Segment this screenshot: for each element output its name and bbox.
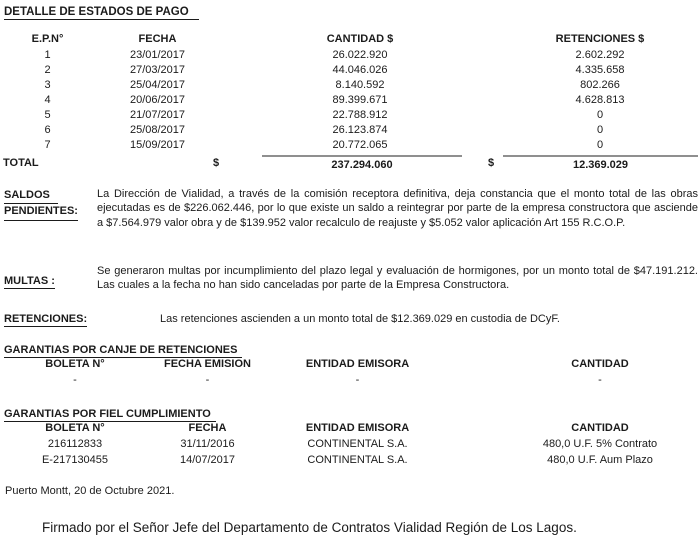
table-row [0,78,700,93]
garantias-fiel-row [0,454,700,466]
garantias-fiel-title: GARANTIAS POR FIEL CUMPLIMIENTO [4,408,216,422]
multas-label-text: MULTAS : [4,275,55,287]
column-header-epn: E.P.N° [31,33,64,45]
cell-fecha: 20/06/2017 [129,94,186,106]
retenciones-label [4,313,87,325]
total-retenciones: 12.369.029 [503,155,698,171]
column-header-entidad-emisora: ENTIDAD EMISORA [305,422,410,434]
saldos-label-line1: SALDOS [4,188,58,204]
cell-ep: 4 [44,94,51,106]
cell-ep: 2 [44,64,51,76]
cell-entidad: CONTINENTAL S.A. [307,438,408,450]
garantias-fiel-header [0,422,700,434]
column-header-fecha: FECHA [138,33,177,45]
cell-entidad: - [355,374,360,386]
total-cantidad: 237.294.060 [262,155,462,171]
currency-symbol: $ [213,157,220,169]
cell-retenciones: 4.628.813 [575,94,625,106]
column-header-cantidad: CANTIDAD [571,358,629,370]
column-header-retenciones: RETENCIONES $ [555,33,645,45]
cell-fecha: 27/03/2017 [129,64,186,76]
signature-line: Firmado por el Señor Jefe del Departamento de Contratos Vialidad Región de Los Lagos. [42,520,577,535]
cell-ep: 5 [44,109,51,121]
multas-text: Se generaron multas por incumplimiento del plazo legal y evaluación de hormigones, por un monto total de $47.191.212. Las cuales a la fecha no han sido canceladas por parte de la Empresa Constructora. [97,265,698,292]
cell-fecha: - [205,374,210,386]
cell-retenciones: 0 [596,139,604,151]
payments-table-body [0,48,700,153]
column-header-boleta: BOLETA N° [45,358,105,370]
multas-label [4,275,55,287]
garantias-fiel-row [0,438,700,450]
retenciones-text: Las retenciones ascienden a un monto total de $12.369.029 en custodia de DCyF. [160,313,560,325]
column-header-fecha: FECHA [188,422,227,434]
currency-symbol: $ [488,157,495,169]
cell-fecha: 25/08/2017 [129,124,186,136]
cell-cantidad: 44.046.026 [332,64,388,76]
saldos-pendientes-label [4,188,78,221]
cell-retenciones: 2.602.292 [575,49,625,61]
cell-fecha: 31/11/2016 [180,438,235,450]
cell-ep: 7 [44,139,51,151]
place-date-line: Puerto Montt, 20 de Octubre 2021. [5,485,175,497]
column-header-entidad-emisora: ENTIDAD EMISORA [305,358,410,370]
cell-cantidad: 8.140.592 [335,79,385,91]
total-label: TOTAL [3,157,39,169]
column-header-cantidad: CANTIDAD [571,422,629,434]
cell-ep: 6 [44,124,51,136]
cell-ep: 1 [44,49,51,61]
cell-retenciones: 4.335.658 [575,64,625,76]
cell-cantidad: 26.123.874 [332,124,388,136]
garantias-canje-title: GARANTIAS POR CANJE DE RETENCIONES [4,344,242,358]
table-row [0,108,700,123]
payments-total-row [0,154,700,172]
column-header-boleta: BOLETA N° [45,422,105,434]
table-row [0,123,700,138]
cell-cantidad: - [598,374,602,386]
cell-cantidad: 22.788.912 [332,109,388,121]
cell-boleta: E-217130455 [41,454,109,466]
cell-cantidad: 89.399.671 [332,94,388,106]
cell-fecha: 15/09/2017 [129,139,186,151]
retenciones-label-text: RETENCIONES: [4,313,88,325]
cell-boleta: 216112833 [47,438,103,450]
cell-retenciones: 0 [596,109,604,121]
cell-ep: 3 [44,79,51,91]
cell-boleta: - [73,374,77,386]
table-row [0,63,700,78]
payments-table-header [0,33,700,45]
garantias-canje-row [0,374,700,386]
garantias-canje-header [0,358,700,370]
saldos-pendientes-text: La Dirección de Vialidad, a través de la comisión receptora definitiva, deja constancia que el monto total de las obras ejecutadas es de $226.062.446, por lo que existe un saldo a reintegrar por parte de la empresa constructora que asciende a $7.564.979 valor obra y de $139.952 valor recalculo de reajuste y $5.052 valor aplicación Art 155 R.C.O.P. [97,188,698,229]
cell-fecha: 25/04/2017 [129,79,186,91]
document-title: DETALLE DE ESTADOS DE PAGO [4,6,199,20]
cell-retenciones: 802.266 [580,79,620,91]
column-header-fecha-emision: FECHA EMISION [164,358,251,370]
table-row [0,93,700,108]
cell-retenciones: 0 [596,124,604,136]
cell-entidad: CONTINENTAL S.A. [307,454,408,466]
cell-fecha: 23/01/2017 [129,49,186,61]
table-row [0,138,700,153]
cell-cantidad: 26.022.920 [332,49,388,61]
cell-cantidad: 480,0 U.F. 5% Contrato [542,438,658,450]
saldos-label-line2: PENDIENTES: [4,204,78,220]
column-header-cantidad: CANTIDAD $ [326,33,394,45]
cell-fecha: 21/07/2017 [129,109,186,121]
cell-cantidad: 480,0 U.F. Aum Plazo [547,454,653,466]
table-row [0,48,700,63]
cell-cantidad: 20.772.065 [332,139,388,151]
cell-fecha: 14/07/2017 [179,454,236,466]
